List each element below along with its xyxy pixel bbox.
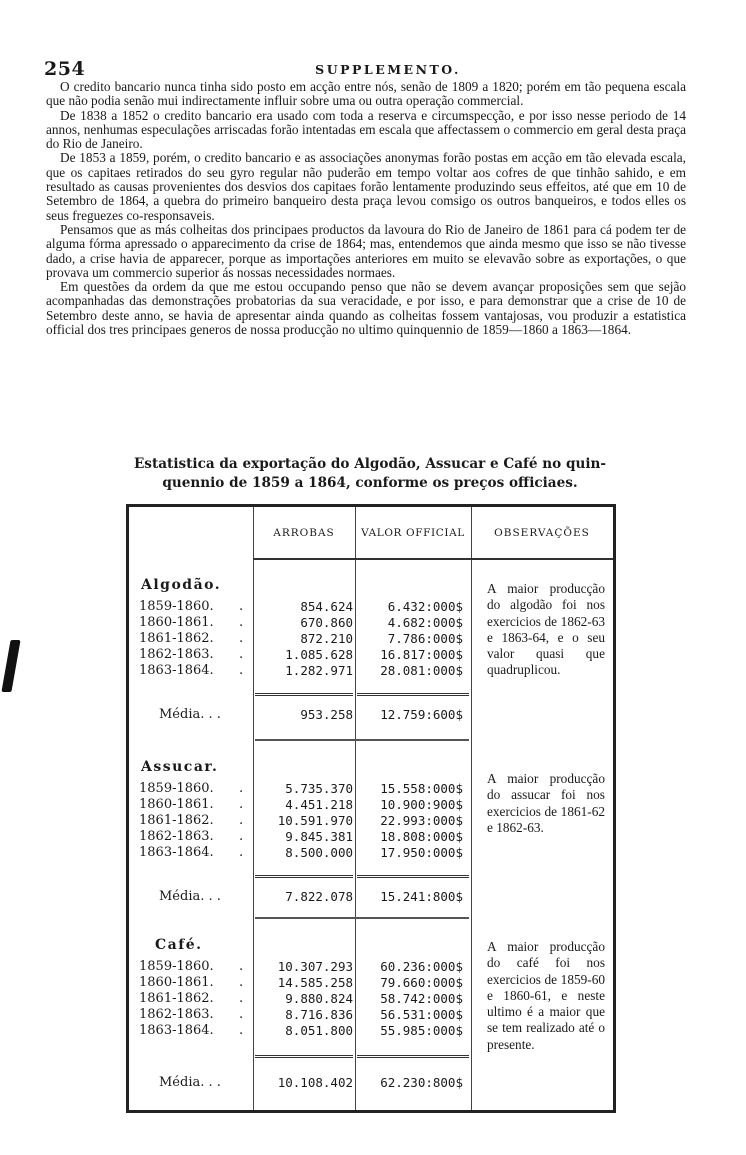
media-row: Média. . . 7.822.078 15.241:800$ — [159, 889, 463, 904]
running-head: SUPPLEMENTO. — [315, 62, 461, 77]
table-row: 1863-1864. . 1.282.971 28.081:000$ — [139, 663, 463, 678]
header-rule — [253, 558, 613, 560]
table-row: 1859-1860. . 854.624 6.432:000$ — [139, 599, 463, 614]
table-row: 1860-1861. . 14.585.258 79.660:000$ — [139, 975, 463, 990]
observacao: A maior producção do café foi nos exercicios de 1859-60 e 1860-61, e neste ultimo é a maior que se tem realizado até o presente. — [487, 939, 605, 1052]
header-valor-official: VALOR OFFICIAL — [361, 527, 465, 539]
media-rule — [357, 1055, 469, 1058]
paragraph: Em questões da ordem da que me estou occupando penso que não se devem avançar proposições sem que sejão acompanhadas das demonstrações probatorias da sua veracidade, e por isso, e para demonstrar que a crise de 10 de Setembro deste anno, se havia de apresentar ainda quando as colheitas fossem vantajosas, vou produzir a estatistica official dos tres principaes generos de nossa producção no ultimo quinquennio de 1859—1860 a 1863—1864. — [46, 279, 686, 338]
table-row: 1859-1860. . 5.735.370 15.558:000$ — [139, 781, 463, 796]
table-row: 1861-1862. . 10.591.970 22.993:000$ — [139, 813, 463, 828]
body-text — [46, 80, 686, 337]
table-row: 1860-1861. . 670.860 4.682:000$ — [139, 615, 463, 630]
observacao: A maior producção do algodão foi nos exercicios de 1862-63 e 1863-64, e o seu valor quasi que quadruplicou. — [487, 581, 605, 678]
section-rule — [255, 739, 469, 741]
media-rule — [255, 693, 353, 696]
header-arrobas: ARROBAS — [273, 527, 335, 539]
table-row: 1861-1862. . 9.880.824 58.742:000$ — [139, 991, 463, 1006]
media-rule — [357, 693, 469, 696]
scan-ink-smudge — [1, 640, 20, 692]
table-row: 1863-1864. . 8.051.800 55.985:000$ — [139, 1023, 463, 1038]
section-rule — [255, 917, 469, 919]
media-rule — [357, 875, 469, 878]
table-title — [120, 455, 620, 493]
media-rule — [255, 1055, 353, 1058]
section-title: Café. — [155, 937, 203, 953]
table-row: 1862-1863. . 9.845.381 18.808:000$ — [139, 829, 463, 844]
table-row: 1862-1863. . 1.085.628 16.817:000$ — [139, 647, 463, 662]
statistics-table — [126, 504, 616, 1113]
header-observacoes: OBSERVAÇÕES — [494, 527, 590, 539]
section-title: Algodão. — [141, 577, 222, 593]
media-row: Média. . . 10.108.402 62.230:800$ — [159, 1075, 463, 1090]
paragraph: Pensamos que as más colheitas dos principaes productos da lavoura do Rio de Janeiro de 1861 para cá podem ter de alguma fórma apressado o apparecimento da crise de 1864; mas, entendemos que ainda mesmo que isso se não tivesse dado, a crise havia de apparecer, porque as importações anteriores em muito se elevavão sobre as exportações, o que provava um commercio superior ás nossas necessidades normaes. — [46, 221, 686, 280]
table-row: 1861-1862. . 872.210 7.786:000$ — [139, 631, 463, 646]
table-title-line: quennio de 1859 a 1864, conforme os preços officiaes. — [162, 475, 578, 491]
table-title-line: Estatistica da exportação do Algodão, Assucar e Café no quin- — [133, 456, 607, 472]
media-row: Média. . . 953.258 12.759:600$ — [159, 707, 463, 722]
table-row: 1862-1863. . 8.716.836 56.531:000$ — [139, 1007, 463, 1022]
table-row: 1860-1861. . 4.451.218 10.900:900$ — [139, 797, 463, 812]
paragraph: De 1853 a 1859, porém, o credito bancario e as associações anonymas forão postas em acção em tão elevada escala, que os capitaes retirados do seu gyro regular não puderão em tempo voltar aos cofres de que tinhão sahido, e em resultado as causas provenientes dos desvios dos capitaes forão lentamente produzindo seus effeitos, até que em 10 de Setembro de 1864, a quebra do primeiro banqueiro desta praça levou comsigo os outros banqueiros, e todos elles os seus freguezes co-responsaveis. — [46, 150, 686, 223]
table-row: 1863-1864. . 8.500.000 17.950:000$ — [139, 845, 463, 860]
paragraph: De 1838 a 1852 o credito bancario era usado com toda a reserva e circumspecção, e por isso nesse periodo de 14 annos, nenhumas especulações arriscadas forão intentadas em escala que affectassem o commercio em geral desta praça do Rio de Janeiro. — [46, 107, 686, 152]
page-number: 254 — [44, 58, 86, 80]
media-rule — [255, 875, 353, 878]
table-row: 1859-1860. . 10.307.293 60.236:000$ — [139, 959, 463, 974]
observacao: A maior producção do assucar foi nos exercicios de 1861-62 e 1862-63. — [487, 771, 605, 835]
paragraph: O credito bancario nunca tinha sido posto em acção entre nós, senão de 1809 a 1820; porém em tão pequena escala que não podia senão mui indirectamente influir sobre uma ou outra operação commercial. — [46, 79, 686, 109]
section-title: Assucar. — [141, 759, 219, 775]
